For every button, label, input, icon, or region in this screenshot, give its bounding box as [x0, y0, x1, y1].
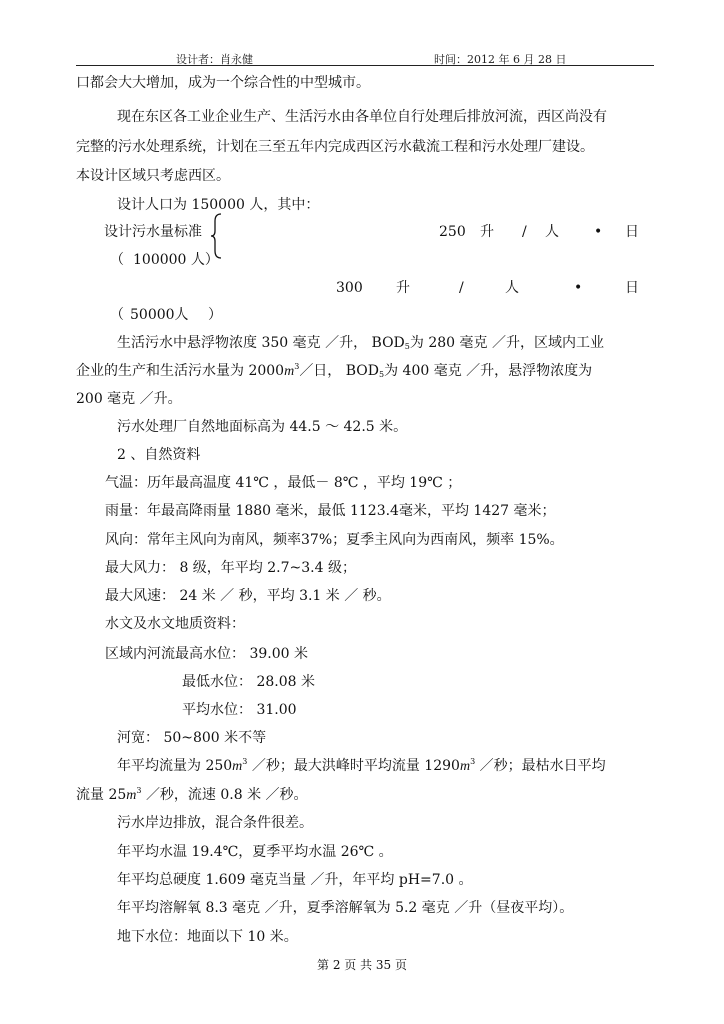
wind-direction-line: 风向：常年主风向为南风，频率37%；夏季主风向为西南风，频率 15%。 — [105, 532, 564, 548]
water-level-max: 区域内河流最高水位： 39.00 米 — [105, 646, 308, 662]
wind-force-line: 最大风力： 8 级，年平均 2.7~3.4 级； — [105, 560, 356, 576]
standard-1-unit-person: 人 — [545, 224, 559, 240]
paragraph-line: 生活污水中悬浮物浓度 350 毫克 ／升， $BOD_5$为 280 毫克 ／升，区域内工业 — [117, 335, 604, 351]
standard-1-unit-day: 日 — [625, 224, 639, 240]
wind-speed-line: 最大风速： 24 米 ／ 秒，平均 3.1 米 ／ 秒。 — [105, 588, 391, 604]
population-line: 设计人口为 150000 人，其中： — [117, 197, 320, 213]
standard-1-slash: / — [522, 224, 527, 240]
water-level-min: 最低水位： 28.08 米 — [182, 674, 315, 690]
elevation-line: 污水处理厂自然地面标高为 44.5 ～ 42.5 米。 — [117, 419, 408, 435]
flow-line: 流量 $25m^3$ ／秒，流速 0.8 米 ／秒。 — [76, 786, 308, 803]
water-level-avg: 平均水位： 31.00 — [182, 702, 297, 718]
standard-2-dot: • — [574, 280, 583, 296]
paragraph-line: 口都会大大增加，成为一个综合性的中型城市。 — [76, 75, 370, 91]
dissolved-oxygen-line: 年平均溶解氧 8.3 毫克 ／升，夏季溶解氧为 5.2 毫克 ／升（昼夜平均）。 — [117, 900, 574, 916]
rainfall-line: 雨量：年最高降雨量 1880 毫米，最低 1123.4毫米，平均 1427 毫米； — [105, 503, 556, 519]
population-2-value: 50000人 — [130, 307, 189, 323]
standard-2-unit-liter: 升 — [396, 280, 410, 296]
paragraph-line: 现在东区各工业企业生产、生活污水由各单位自行处理后排放河流，西区尚没有 — [117, 109, 607, 125]
flow-line: 年平均流量为 $250m^3$ ／秒；最大洪峰时平均流量 $1290m^3$ ／秒；最枯水日平均 — [117, 757, 606, 774]
population-2-open: （ — [110, 307, 124, 323]
section-heading: 2 、自然资料 — [117, 447, 201, 463]
standard-2-value: 300 — [336, 280, 363, 296]
standard-1-dot: • — [594, 224, 603, 240]
standard-2-slash: / — [459, 280, 464, 296]
page-number: 第 2 页 共 35 页 — [317, 958, 407, 972]
standard-1-value: 250 — [439, 224, 466, 240]
river-width-line: 河宽： 50~800 米不等 — [117, 730, 267, 746]
hardness-line: 年平均总硬度 1.609 毫克当量 ／升，年平均 pH=7.0 。 — [117, 872, 473, 888]
standard-2-unit-person: 人 — [505, 280, 519, 296]
standard-1-unit-liter: 升 — [480, 224, 494, 240]
hydrology-heading: 水文及水文地质资料： — [105, 616, 245, 632]
header-date: 时间：2012 年 6 月 28 日 — [434, 53, 567, 66]
water-temperature-line: 年平均水温 19.4℃，夏季平均水温 26℃ 。 — [117, 844, 393, 860]
paragraph-line: 200 毫克 ／升。 — [76, 391, 182, 407]
discharge-line: 污水岸边排放，混合条件很差。 — [117, 815, 313, 831]
standard-2-unit-day: 日 — [625, 280, 639, 296]
standard-label: 设计污水量标准 — [104, 224, 202, 240]
header-rule — [76, 65, 654, 66]
temperature-line: 气温：历年最高温度 41℃ ，最低－ 8℃ ，平均 19℃ ； — [105, 475, 462, 491]
population-1-value: 100000 人） — [133, 252, 219, 268]
paragraph-line: 完整的污水处理系统，计划在三至五年内完成西区污水截流工程和污水处理厂建设。 — [76, 139, 594, 155]
header-designer: 设计者：肖永健 — [176, 53, 253, 66]
population-2-close: ） — [208, 307, 222, 323]
groundwater-line: 地下水位：地面以下 10 米。 — [117, 929, 298, 945]
paragraph-line: 企业的生产和生活污水量为 $2000m^3/$日， $BOD_5$为 400 毫克 ／升，悬浮物浓度为 — [76, 362, 593, 379]
population-1-open: （ — [110, 252, 124, 268]
paragraph-line: 本设计区域只考虑西区。 — [76, 168, 230, 184]
